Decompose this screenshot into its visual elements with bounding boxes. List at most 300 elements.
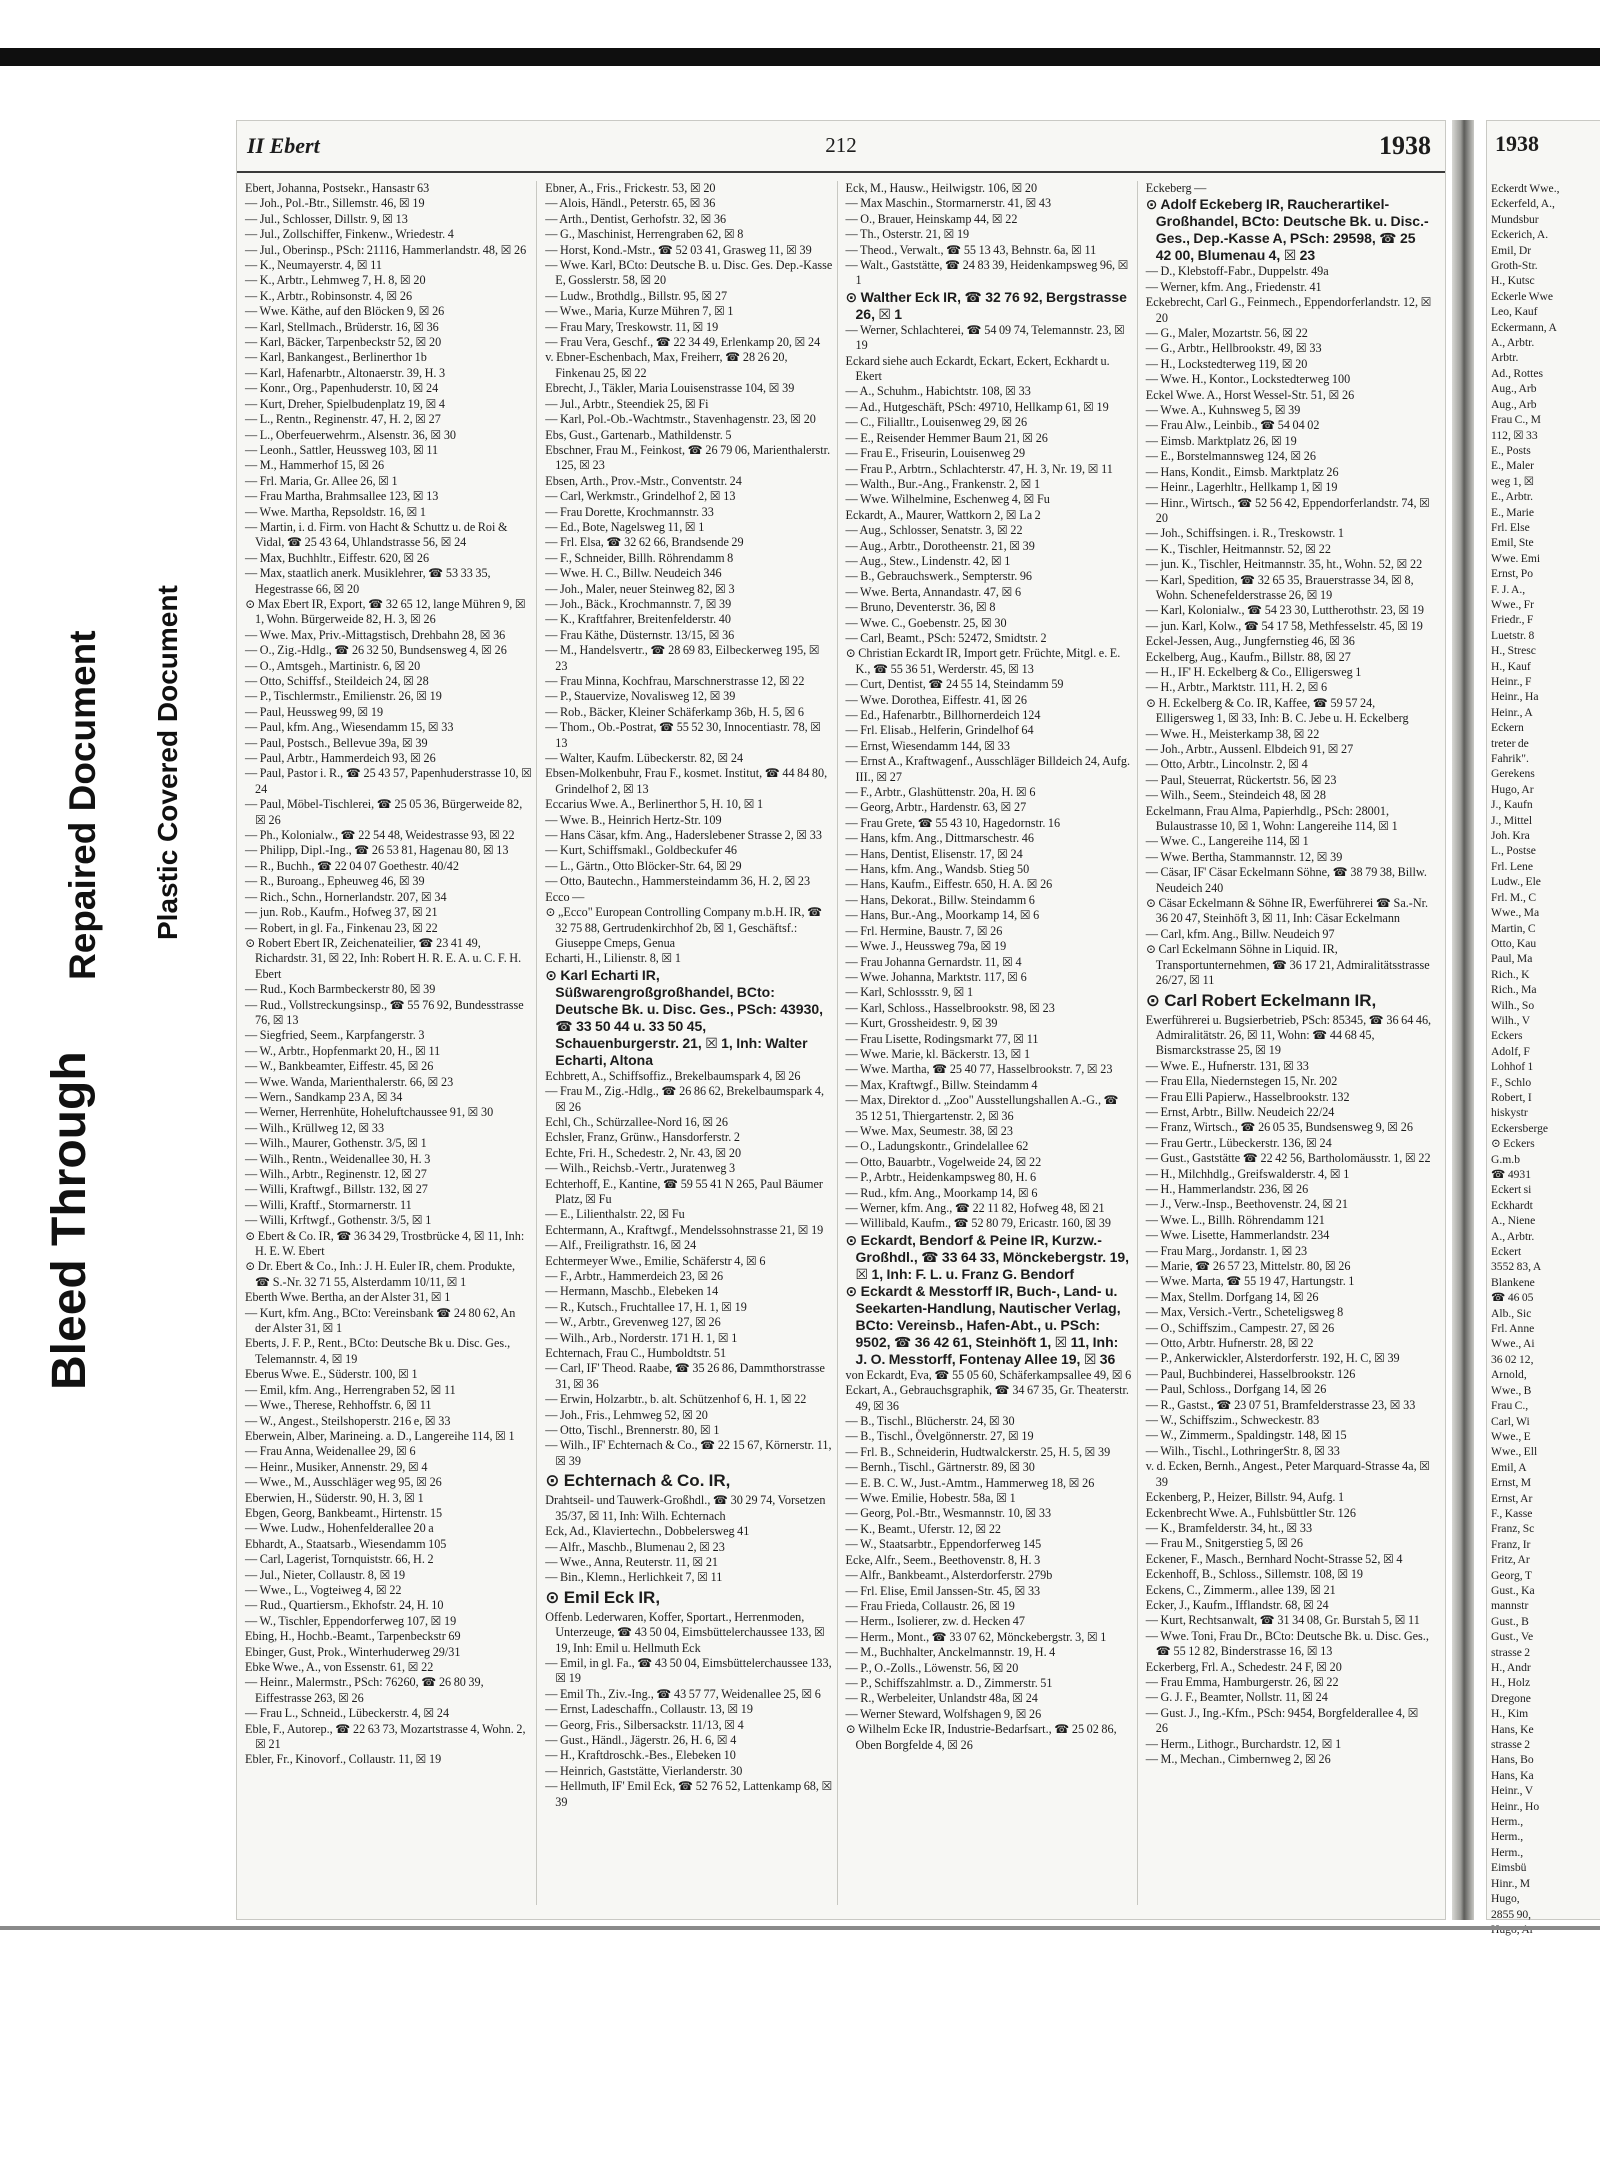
directory-entry: Ecke, Alfr., Seem., Beethovenstr. 8, H. 3 <box>845 1552 1041 1567</box>
directory-entry: — Karl, Hafenarbtr., Altonaerstr. 39, H. 3 <box>245 365 446 380</box>
directory-entry: — Joh., Fris., Lehmweg 52, ☒ 20 <box>545 1407 708 1422</box>
directory-entry: — Karl, Bankangest., Berlinerthor 1b <box>245 350 427 365</box>
directory-entry: — D., Klebstoff-Fabr., Duppelstr. 49a <box>1145 264 1329 279</box>
directory-column-4 <box>1146 181 1437 1905</box>
directory-entry: — Frau Ella, Niedernstegen 15, Nr. 202 <box>1145 1074 1338 1089</box>
directory-entry: — Karl, Schloss., Hasselbrookstr. 98, ☒ 23 <box>845 1000 1055 1015</box>
adjacent-page-line: J., Mittel <box>1491 813 1533 827</box>
directory-entry: ⊙ Eckardt & Messtorff IR, Buch-, Land- u. Seekarten-Handlung, Nautischer Verlag, BCto: Vereinsb., Hafen-Abt., u. PSch: 9502, ☎ 36 42 61, Steinhöft 1, ☒ 11, Inh: J. O. Messtorff, Fontenay Allee 19, ☒ 36 <box>845 1282 1121 1367</box>
adjacent-page-line: H., Kauf <box>1491 659 1531 673</box>
directory-entry: — Carl, Werkmstr., Grindelhof 2, ☒ 13 <box>545 489 736 504</box>
directory-entry: ⊙ Ebert & Co. IR, ☎ 36 34 29, Trostbrücke 4, ☒ 11, Inh: H. E. W. Ebert <box>245 1228 525 1259</box>
directory-entry: — R., Kutsch., Fruchtallee 17, H. 1, ☒ 19 <box>545 1299 747 1314</box>
directory-entry: ⊙ Dr. Ebert & Co., Inh.: J. H. Euler IR, chem. Produkte, ☎ S.-Nr. 32 71 55, Alsterdamm 10/11, ☒ 1 <box>245 1259 516 1289</box>
adjacent-page-line: F., Kasse <box>1491 1506 1533 1520</box>
adjacent-page-line: Eimsbü <box>1491 1861 1527 1875</box>
directory-entry: — C., Filialltr., Louisenweg 29, ☒ 26 <box>845 415 1028 430</box>
directory-entry: — Wwe. Berta, Annandastr. 47, ☒ 6 <box>845 584 1022 599</box>
directory-entry: — Werner, kfm. Ang., Friedenstr. 41 <box>1145 279 1322 294</box>
directory-entry: — Karl, Kolonialw., ☎ 54 23 30, Luttherothstr. 23, ☒ 19 <box>1145 603 1425 618</box>
directory-entry: — Ernst, Wiesendamm 144, ☒ 33 <box>845 738 1010 753</box>
directory-entry: — Cäsar, IF' Cäsar Eckelmann Söhne, ☎ 38 79 38, Billw. Neudeich 240 <box>1145 865 1427 895</box>
directory-entry: — W., Arbtr., Hopfenmarkt 20, H., ☒ 11 <box>245 1043 441 1058</box>
directory-entry: — Kurt, Rechtsanwalt, ☎ 31 34 08, Gr. Burstah 5, ☒ 11 <box>1145 1613 1420 1628</box>
adjacent-page-line: Leo, Kauf <box>1491 305 1538 319</box>
directory-entry: — Wwe. Wanda, Marienthalerstr. 66, ☒ 23 <box>245 1074 454 1089</box>
directory-entry: — O., Ladungskontr., Grindelallee 62 <box>845 1139 1029 1154</box>
scanner-top-bar <box>0 48 1600 66</box>
directory-entry: — Jul., Nieter, Collaustr. 8, ☒ 19 <box>245 1567 406 1582</box>
directory-entry: — Frau Gertr., Lübeckerstr. 136, ☒ 24 <box>1145 1135 1332 1150</box>
directory-entry: — H., Lockstedterweg 119, ☒ 20 <box>1145 356 1308 371</box>
adjacent-page-line: Eckert si <box>1491 1183 1532 1197</box>
adjacent-page-line: G.m.b <box>1491 1152 1520 1166</box>
directory-entry: — P., Stauervize, Novalisweg 12, ☒ 39 <box>545 689 736 704</box>
side-label-repaired: Repaired Document <box>62 630 103 980</box>
directory-entry: — W., Tischler, Eppendorferweg 107, ☒ 19 <box>245 1613 457 1628</box>
adjacent-page-line: Gust., Ka <box>1491 1583 1535 1597</box>
adjacent-page-line: Wwe. Emi <box>1491 551 1541 565</box>
directory-entry: — Alois, Händl., Peterstr. 65, ☒ 36 <box>545 196 716 211</box>
directory-entry: — Wwe. A., Kuhnsweg 5, ☒ 39 <box>1145 403 1301 418</box>
adjacent-page-line: Wilh., V <box>1491 1013 1531 1027</box>
directory-entry: — Hans, Dekorat., Billw. Steindamm 6 <box>845 892 1035 907</box>
directory-entry: — Heinr., Lagerhltr., Hellkamp 1, ☒ 19 <box>1145 480 1338 495</box>
directory-entry: — Paul, Postsch., Bellevue 39a, ☒ 39 <box>245 735 428 750</box>
adjacent-page-line: E., Marie <box>1491 505 1534 519</box>
directory-entry: — Walt., Gaststätte, ☎ 24 83 39, Heidenkampsweg 96, ☒ 1 <box>845 258 1129 288</box>
directory-entry: — Herm., Mont., ☎ 33 07 62, Mönckebergstr. 3, ☒ 1 <box>845 1629 1107 1644</box>
directory-entry: — Frau Mary, Treskowstr. 11, ☒ 19 <box>545 319 719 334</box>
side-label-bleed-through: Bleed Through <box>43 1051 96 1390</box>
adjacent-page-line: Frl. Else <box>1491 520 1530 534</box>
directory-entry: — Aug., Arbtr., Dorotheenstr. 21, ☒ 39 <box>845 538 1035 553</box>
directory-entry: — R., Gastst., ☎ 23 07 51, Bramfelderstrasse 23, ☒ 33 <box>1145 1397 1416 1412</box>
directory-entry: — Wilh., IF' Echternach & Co., ☎ 22 15 67, Körnerstr. 11, ☒ 39 <box>545 1438 832 1468</box>
adjacent-page-line: Wwe., Ell <box>1491 1445 1538 1459</box>
directory-entry: — Wwe. C., Goebenstr. 25, ☒ 30 <box>845 615 1007 630</box>
directory-entry: Ebler, Fr., Kinovorf., Collaustr. 11, ☒ 19 <box>245 1752 442 1767</box>
directory-entry: — Hans, Kondit., Eimsb. Marktplatz 26 <box>1145 464 1339 479</box>
directory-entry: — Wilh., Krüllweg 12, ☒ 33 <box>245 1120 385 1135</box>
adjacent-page-line: Aug., Arb <box>1491 382 1537 396</box>
adjacent-page-line: Frau C., <box>1491 1399 1529 1413</box>
adjacent-page-line: Franz, Sc <box>1491 1522 1535 1536</box>
directory-entry: — Otto, Schiffsf., Steildeich 24, ☒ 28 <box>245 674 429 688</box>
directory-entry: ⊙ Carl Robert Eckelmann IR, <box>1145 990 1377 1010</box>
adjacent-page-line: A., Arbtr. <box>1491 1229 1535 1243</box>
directory-entry: — Rich., Schn., Hornerlandstr. 207, ☒ 34 <box>245 889 447 904</box>
adjacent-page-line: Ernst, M <box>1491 1476 1532 1490</box>
directory-entry: — Max Maschin., Stormarnerstr. 41, ☒ 43 <box>845 196 1052 211</box>
directory-entry: Echarti, H., Lilienstr. 8, ☒ 1 <box>545 951 681 966</box>
adjacent-page-line: Ernst, Po <box>1491 567 1534 581</box>
directory-entry: Eckenhoff, B., Schloss., Sillemstr. 108, ☒ 19 <box>1145 1567 1364 1582</box>
directory-entry: ⊙ Max Ebert IR, Export, ☎ 32 65 12, lange Mühren 9, ☒ 1, Wohn. Bürgerweide 82, H. 3, ☒ 26 <box>245 596 526 627</box>
adjacent-page-line: E., Arbtr. <box>1491 490 1534 504</box>
directory-entry: — Wilh., Seem., Steindeich 48, ☒ 28 <box>1145 788 1326 803</box>
directory-entry: — Wwe., Therese, Rehhoffstr. 6, ☒ 11 <box>245 1398 432 1413</box>
adjacent-page-line: Herm., <box>1491 1815 1524 1829</box>
directory-entry: — Robert, in gl. Fa., Finkenau 23, ☒ 22 <box>245 920 438 935</box>
directory-entry: — Hinr., Wirtsch., ☎ 52 56 42, Eppendorferlandstr. 74, ☒ 20 <box>1145 495 1430 525</box>
directory-entry: Ebner, A., Fris., Frickestr. 53, ☒ 20 <box>545 181 716 195</box>
directory-entry: Eckens, C., Zimmerm., allee 139, ☒ 21 <box>1145 1582 1336 1597</box>
directory-entry: — L., Oberfeuerwehrm., Alsenstr. 36, ☒ 30 <box>245 427 457 442</box>
directory-entry: — E., Borstelmannsweg 124, ☒ 26 <box>1145 449 1316 464</box>
adjacent-page-line: 112, ☒ 33 <box>1491 428 1538 442</box>
directory-entry: — Willi, Krftwgf., Gothenstr. 3/5, ☒ 1 <box>245 1213 432 1228</box>
directory-entry: Ebsen-Molkenbuhr, Frau F., kosmet. Institut, ☎ 44 84 80, Grindelhof 2, ☒ 13 <box>545 766 828 796</box>
directory-entry: — K., Kraftfahrer, Breitenfelderstr. 40 <box>545 612 731 627</box>
directory-entry: — Hans, Kaufm., Eiffestr. 650, H. A. ☒ 26 <box>845 877 1053 892</box>
directory-entry: Echte, Fri. H., Schedestr. 2, Nr. 43, ☒ 20 <box>545 1145 742 1160</box>
directory-entry: — Wilh., Rentn., Weidenallee 30, H. 3 <box>245 1151 431 1166</box>
directory-entry: Eberwein, Alber, Marineing. a. D., Langereihe 114, ☒ 1 <box>245 1428 515 1443</box>
directory-entry: — Wwe. Marie, kl. Bäckerstr. 13, ☒ 1 <box>845 1046 1031 1061</box>
directory-entry: — M., Buchhalter, Anckelmannstr. 19, H. 4 <box>845 1645 1056 1660</box>
adjacent-page-line: E., Posts <box>1491 443 1531 457</box>
adjacent-page-line: Ludw., Ele <box>1491 875 1541 889</box>
adjacent-page-line: Alb., Sic <box>1491 1306 1532 1320</box>
directory-column-2 <box>545 181 837 1905</box>
adjacent-page-line: Frl. Anne <box>1491 1322 1535 1336</box>
directory-entry: — Werner, Herrenhüte, Hoheluftchaussee 91, ☒ 30 <box>245 1105 494 1120</box>
adjacent-page-line: Gerekens <box>1491 767 1535 781</box>
adjacent-page-line: Wwe., E <box>1491 1429 1531 1443</box>
adjacent-page-line: Ad., Rottes <box>1491 366 1543 380</box>
directory-entry: — Heinr., Musiker, Annenstr. 29, ☒ 4 <box>245 1459 428 1474</box>
directory-columns <box>245 181 1437 1905</box>
directory-entry: Echsler, Franz, Grünw., Hansdorferstr. 2 <box>545 1130 740 1145</box>
directory-entry: — R., Buroang., Epheuweg 46, ☒ 39 <box>245 874 425 889</box>
directory-entry: — H., IF' H. Eckelberg & Co., Elligersweg 1 <box>1145 664 1362 679</box>
adjacent-page-line: A., Niene <box>1491 1214 1536 1228</box>
directory-entry: — Bin., Klemn., Herlichkeit 7, ☒ 11 <box>545 1570 723 1585</box>
directory-entry: Eckardt, A., Maurer, Wattkorn 2, ☒ La 2 <box>845 507 1041 522</box>
directory-column-3 <box>846 181 1138 1905</box>
directory-entry: Echternach, Frau C., Humboldtstr. 51 <box>545 1346 727 1361</box>
directory-entry: — Aug., Schlosser, Senatstr. 3, ☒ 22 <box>845 523 1023 538</box>
adjacent-page-line: Wwe., Ma <box>1491 906 1540 920</box>
adjacent-page-line: Fahrik". <box>1491 752 1529 766</box>
directory-entry: — Wern., Sandkamp 23 A, ☒ 34 <box>245 1089 403 1104</box>
directory-entry: — B., Tischl., Övelgönnerstr. 27, ☒ 19 <box>845 1429 1034 1444</box>
adjacent-page-line: Wwe., Ai <box>1491 1337 1535 1351</box>
adjacent-page-line: Herm., <box>1491 1830 1524 1844</box>
directory-entry: — Wilh., Tischl., LothringerStr. 8, ☒ 33 <box>1145 1443 1340 1458</box>
directory-entry: Eckelberg, Aug., Kaufm., Billstr. 88, ☒ 27 <box>1145 649 1351 664</box>
directory-entry: — Carl, kfm. Ang., Billw. Neudeich 97 <box>1145 926 1335 941</box>
directory-entry: — Max, Stellm. Dorfgang 14, ☒ 26 <box>1145 1289 1319 1304</box>
directory-entry: — Paul, Buchbinderei, Hasselbrookstr. 126 <box>1145 1366 1356 1381</box>
directory-entry: — Frau M., Snitgerstieg 5, ☒ 26 <box>1145 1536 1303 1551</box>
directory-entry: — Otto, Arbtr., Lincolnstr. 2, ☒ 4 <box>1145 757 1308 772</box>
adjacent-page-line: L., Postse <box>1491 844 1536 858</box>
directory-entry: — Frau Minna, Kochfrau, Marschnerstrasse 12, ☒ 22 <box>545 674 805 688</box>
directory-entry: — O., Zig.-Hdlg., ☎ 26 32 50, Bundsensweg 4, ☒ 26 <box>245 643 507 658</box>
directory-entry: — Hans, Dentist, Elisenstr. 17, ☒ 24 <box>845 846 1023 861</box>
adjacent-page-line: Eckerich, A. <box>1491 228 1549 242</box>
directory-entry: — Joh., Maler, neuer Steinweg 82, ☒ 3 <box>545 581 735 596</box>
directory-entry: — Frau Käthe, Düsternstr. 13/15, ☒ 36 <box>545 627 735 642</box>
adjacent-page-line: Franz, Ir <box>1491 1537 1531 1551</box>
adjacent-page-line: ☎ 46 05 <box>1491 1291 1534 1305</box>
adjacent-page-line: Rich., Ma <box>1491 983 1537 997</box>
directory-entry: — Ernst A., Kraftwagenf., Ausschläger Billdeich 24, Aufg. III., ☒ 27 <box>845 754 1131 784</box>
directory-entry: — H., Hammerlandstr. 236, ☒ 26 <box>1145 1181 1309 1196</box>
directory-entry: Eckerberg, Frl. A., Schedestr. 24 F, ☒ 20 <box>1145 1659 1342 1674</box>
directory-entry: ⊙ Cäsar Eckelmann & Söhne IR, Ewerführerei ☎ Sa.-Nr. 36 20 47, Steinhöft 3, ☒ 11, Inh: Cäsar Eckelmann <box>1145 896 1429 926</box>
adjacent-page-line: Heinr., Ha <box>1491 690 1539 704</box>
directory-entry: — Jul., Oberinsp., PSch: 21116, Hammerlandstr. 48, ☒ 26 <box>245 242 527 257</box>
directory-entry: — Kurt, Grossheidestr. 9, ☒ 39 <box>845 1016 998 1031</box>
adjacent-page-line: Eckert <box>1491 1245 1522 1259</box>
directory-entry: — W., Bankbeamter, Eiffestr. 45, ☒ 26 <box>245 1059 434 1074</box>
adjacent-page-line: Eckerfeld, A., <box>1491 197 1555 211</box>
directory-entry: — Philipp, Dipl.-Ing., ☎ 26 53 81, Hagenau 80, ☒ 13 <box>245 843 509 858</box>
directory-entry: Eckart, A., Gebrauchsgraphik, ☎ 34 67 35, Gr. Theaterstr. 49, ☒ 36 <box>845 1383 1129 1413</box>
directory-entry: — jun. Karl, Kolw., ☎ 54 17 58, Methfesselstr. 45, ☒ 19 <box>1145 618 1423 633</box>
adjacent-page-line: Robert, I <box>1491 1090 1532 1104</box>
directory-entry: — Wwe. Emilie, Hobestr. 58a, ☒ 1 <box>845 1491 1016 1506</box>
directory-entry: — Willibald, Kaufm., ☎ 52 80 79, Ericastr. 160, ☒ 39 <box>845 1216 1111 1231</box>
directory-entry: — Rud., Vollstreckungsinsp., ☎ 55 76 92, Bundesstrasse 76, ☒ 13 <box>245 997 524 1027</box>
directory-entry: — Georg, Arbtr., Hardenstr. 63, ☒ 27 <box>845 800 1027 815</box>
directory-entry: — P., Schiffszahlmstr. a. D., Zimmerstr. 51 <box>845 1675 1053 1690</box>
adjacent-page-line: Eckern <box>1491 721 1524 735</box>
directory-entry: Eckelmann, Frau Alma, Papierhdlg., PSch: 28001, Bulaustrasse 10, ☒ 1, Wohn: Langereihe 114, ☒ 1 <box>1145 803 1398 834</box>
directory-entry: — Wwe. Lisette, Hammerlandstr. 234 <box>1145 1228 1330 1243</box>
adjacent-page-line: Eckermann, A <box>1491 320 1557 334</box>
directory-entry: — Wilh., Arb., Norderstr. 171 H. 1, ☒ 1 <box>545 1330 738 1345</box>
directory-entry: — K., Bramfelderstr. 34, ht., ☒ 33 <box>1145 1520 1313 1535</box>
directory-entry: — Paul, Heussweg 99, ☒ 19 <box>245 704 384 719</box>
adjacent-page-line: Arnold, <box>1491 1368 1527 1382</box>
directory-entry: — Rud., Koch Barmbeckerstr 80, ☒ 39 <box>245 982 436 997</box>
directory-entry: Echtermann, A., Kraftwgf., Mendelssohnstrasse 21, ☒ 19 <box>545 1222 824 1237</box>
adjacent-page-line: A., Arbtr. <box>1491 336 1535 350</box>
directory-entry: — Willi, Kraftf., Stormarnerstr. 11 <box>245 1197 412 1212</box>
directory-entry: Ebrecht, J., Täkler, Maria Louisenstrasse 104, ☒ 39 <box>545 381 795 396</box>
directory-entry: — Joh., Arbtr., Aussenl. Elbdeich 91, ☒ 27 <box>1145 742 1354 756</box>
directory-entry: — Ad., Hutgeschäft, PSch: 49710, Hellkamp 61, ☒ 19 <box>845 399 1109 414</box>
adjacent-page-line: Carl, Wi <box>1491 1414 1530 1428</box>
directory-entry: ⊙ Eckardt, Bendorf & Peine IR, Kurzw.-Großhdl., ☎ 33 64 33, Mönckebergstr. 19, ☒ 1, Inh: F. L. u. Franz G. Bendorf <box>845 1231 1130 1282</box>
directory-entry: Echl, Ch., Schürzallee-Nord 16, ☒ 26 <box>545 1114 728 1129</box>
directory-entry: — Wwe. Käthe, auf den Blöcken 9, ☒ 26 <box>245 304 445 319</box>
adjacent-page-line: F. J. A., <box>1491 582 1526 596</box>
directory-entry: Ebke Wwe., A., von Essenstr. 61, ☒ 22 <box>245 1660 434 1674</box>
directory-entry: — Hans, kfm. Ang., Dittmarschestr. 46 <box>845 831 1034 846</box>
directory-entry: v. d. Ecken, Bernh., Angest., Peter Marquard-Strasse 4a, ☒ 39 <box>1145 1459 1431 1489</box>
directory-entry: — Alf., Freiligrathstr. 16, ☒ 24 <box>545 1238 697 1253</box>
directory-entry: — Walter, Kaufm. Lübeckerstr. 82, ☒ 24 <box>545 751 744 766</box>
adjacent-page-line: Hans, Ke <box>1491 1722 1534 1736</box>
adjacent-page-line: Hans, Ka <box>1491 1768 1534 1782</box>
adjacent-page-line: mannstr <box>1491 1599 1529 1613</box>
directory-entry: — B., Tischl., Blücherstr. 24, ☒ 30 <box>845 1414 1015 1429</box>
directory-entry: — Joh., Pol.-Btr., Sillemstr. 46, ☒ 19 <box>245 196 425 211</box>
adjacent-page-line: Frl. Lene <box>1491 859 1533 873</box>
directory-entry: — Frau Alw., Leinbib., ☎ 54 04 02 <box>1145 418 1320 433</box>
directory-entry: — Wilh., Maurer, Gothenstr. 3/5, ☒ 1 <box>245 1136 427 1151</box>
directory-entry: — jun. Rob., Kaufm., Hofweg 37, ☒ 21 <box>245 905 438 920</box>
page-number: 212 <box>825 133 857 157</box>
adjacent-page-line: Ernst, Ar <box>1491 1491 1533 1505</box>
directory-entry: — H., Arbtr., Marktstr. 111, H. 2, ☒ 6 <box>1145 680 1328 695</box>
directory-entry: — O., Amtsgeh., Martinistr. 6, ☒ 20 <box>245 658 421 673</box>
adjacent-page-line: hiskystr <box>1491 1106 1528 1120</box>
directory-entry: — K., Beamt., Uferstr. 12, ☒ 22 <box>845 1521 1002 1536</box>
directory-entry: — Ph., Kolonialw., ☎ 22 54 48, Weidestrasse 93, ☒ 22 <box>245 828 515 843</box>
adjacent-page <box>1486 120 1600 1920</box>
directory-entry: — Wilh., Reichsb.-Vertr., Juratenweg 3 <box>545 1161 736 1176</box>
directory-entry: — Frau Martha, Brahmsallee 123, ☒ 13 <box>245 489 439 504</box>
directory-entry: — W., Arbtr., Grevenweg 127, ☒ 26 <box>545 1315 721 1330</box>
directory-entry: Ebsen, Arth., Prov.-Mstr., Conventstr. 24 <box>545 473 742 488</box>
directory-entry: — Frau Frieda, Collaustr. 26, ☒ 19 <box>845 1598 1015 1613</box>
directory-entry: — Carl, Lagerist, Tornquiststr. 66, H. 2 <box>245 1552 434 1567</box>
directory-page <box>236 120 1446 1920</box>
adjacent-page-line: Gust., B <box>1491 1614 1529 1628</box>
adjacent-page-year: 1938 <box>1495 131 1539 156</box>
directory-entry: — Rud., kfm. Ang., Moorkamp 14, ☒ 6 <box>845 1185 1038 1200</box>
directory-entry: — Frl. Elise, Emil Janssen-Str. 45, ☒ 33 <box>845 1583 1041 1598</box>
directory-entry: Eck, Ad., Klaviertechn., Dobbelersweg 41 <box>545 1524 750 1539</box>
directory-entry: — M., Hammerhof 15, ☒ 26 <box>245 458 385 473</box>
directory-entry: — Th., Osterstr. 21, ☒ 19 <box>845 227 970 242</box>
directory-entry: — Paul, Schloss., Dorfgang 14, ☒ 26 <box>1145 1382 1327 1397</box>
directory-entry: — Ed., Hafenarbtr., Billhornerdeich 124 <box>845 708 1041 722</box>
directory-entry: — F., Schneider, Billh. Röhrendamm 8 <box>545 550 734 565</box>
directory-entry: — Gust., Gaststätte ☎ 22 42 56, Bartholomäusstr. 1, ☒ 22 <box>1145 1151 1431 1166</box>
directory-entry: — E., Lilienthalstr. 22, ☒ Fu <box>545 1207 685 1222</box>
adjacent-page-line: Hugo, <box>1491 1892 1520 1906</box>
directory-entry: Eckenbrecht Wwe. A., Fuhlsbüttler Str. 126 <box>1145 1505 1356 1520</box>
directory-entry: — G. J. F., Beamter, Nollstr. 11, ☒ 24 <box>1145 1690 1328 1705</box>
adjacent-page-line: 36 02 12, <box>1491 1352 1534 1366</box>
adjacent-page-line: Heinr., F <box>1491 675 1532 688</box>
adjacent-page-line: Blankene <box>1491 1275 1535 1289</box>
directory-entry: Eberus Wwe. E., Süderstr. 100, ☒ 1 <box>245 1367 418 1382</box>
directory-entry: — Heinr., Malermstr., PSch: 76260, ☎ 26 80 39, Eiffestrasse 263, ☒ 26 <box>245 1675 484 1705</box>
directory-entry: — Wwe. Marta, ☎ 55 19 47, Hartungstr. 1 <box>1145 1274 1355 1289</box>
directory-entry: — Herm., Isolierer, zw. d. Hecken 47 <box>845 1614 1025 1629</box>
adjacent-page-line: Eckerle Wwe <box>1491 289 1554 303</box>
directory-entry: Ebhardt, A., Staatsarb., Wiesendamm 105 <box>245 1536 447 1551</box>
directory-entry: — Rob., Bäcker, Kleiner Schäferkamp 36b, H. 5, ☒ 6 <box>545 704 805 719</box>
directory-entry: — Alfr., Maschb., Blumenau 2, ☒ 23 <box>545 1539 725 1554</box>
directory-entry: — Carl, Beamt., PSch: 52472, Smidtstr. 2 <box>845 630 1047 645</box>
directory-entry: — Frau Anna, Weidenallee 29, ☒ 6 <box>245 1444 416 1459</box>
directory-entry: — Otto, Bautechn., Hammersteindamm 36, H. 2, ☒ 23 <box>545 874 811 889</box>
scanner-bottom-edge <box>0 1926 1600 1930</box>
directory-entry: — Wwe. H., Meisterkamp 38, ☒ 22 <box>1145 726 1320 741</box>
adjacent-page-line: Frau C., M <box>1491 413 1541 427</box>
adjacent-page-line: Hinr., M <box>1491 1876 1531 1890</box>
directory-entry: Eckebrecht, Carl G., Feinmech., Eppendorferlandstr. 12, ☒ 20 <box>1145 295 1432 325</box>
directory-entry: — Kurt, Schiffsmakl., Goldbeckufer 46 <box>545 843 737 858</box>
directory-entry: ⊙ Robert Ebert IR, Zeichenateilier, ☎ 23 41 49, Richardstr. 31, ☒ 22, Inh: Robert H. R. E. A. u. C. F. H. Ebert <box>245 935 522 981</box>
directory-entry: — L., Rentn., Reginenstr. 47, H. 2, ☒ 27 <box>245 412 441 427</box>
directory-entry: ⊙ Adolf Eckeberg IR, Raucherartikel-Großhandel, BCto: Deutsche Bk. u. Disc.-Ges., Dep.-Kasse A, PSch: 29598, ☎ 25 42 00, Blumenau 4, ☒ 23 <box>1145 196 1429 264</box>
directory-entry: Eckeberg — <box>1145 181 1207 195</box>
side-label-plastic: Plastic Covered Document <box>152 585 183 940</box>
directory-entry: Ebgen, Georg, Bankbeamt., Hirtenstr. 15 <box>245 1505 443 1520</box>
directory-entry: ⊙ Walther Eck IR, ☎ 32 76 92, Bergstrasse 26, ☒ 1 <box>845 288 1127 322</box>
adjacent-page-line: H., Andr <box>1491 1661 1531 1674</box>
directory-entry: — K., Arbtr., Lehmweg 7, H. 8, ☒ 20 <box>245 273 426 288</box>
adjacent-page-line: ⊙ Eckers <box>1491 1137 1535 1151</box>
directory-entry: — Karl, Spedition, ☎ 32 65 35, Brauerstrasse 34, ☒ 8, Wohn. Schenefelderstrasse 26, ☒ 19 <box>1145 572 1414 602</box>
directory-entry: — Frau Marg., Jordanstr. 1, ☒ 23 <box>1145 1243 1308 1258</box>
directory-entry: — R., Werbeleiter, Unlandstr 48a, ☒ 24 <box>845 1691 1038 1706</box>
directory-entry: — M., Handelsvertr., ☎ 28 69 83, Eilbeckerweg 195, ☒ 23 <box>545 643 820 673</box>
adjacent-page-line: Otto, Kau <box>1491 936 1537 950</box>
directory-entry: — Hellmuth, IF' Emil Eck, ☎ 52 76 52, Lattenkamp 68, ☒ 39 <box>545 1779 833 1809</box>
directory-entry: — H., Milchhdlg., Greifswalderstr. 4, ☒ 1 <box>1145 1166 1350 1181</box>
directory-entry: — Erwin, Holzarbtr., b. alt. Schützenhof 6, H. 1, ☒ 22 <box>545 1392 807 1407</box>
directory-entry: — Wwe. Max, Priv.-Mittagstisch, Drehbahn 28, ☒ 36 <box>245 627 506 642</box>
directory-entry: — Wwe., Maria, Kurze Mühren 7, ☒ 1 <box>545 304 734 319</box>
directory-entry: — Ludw., Brothdlg., Billstr. 95, ☒ 27 <box>545 288 728 303</box>
adjacent-page-line: Dregone <box>1491 1691 1531 1705</box>
directory-entry: — Bernh., Tischl., Gärtnerstr. 89, ☒ 30 <box>845 1460 1035 1475</box>
adjacent-page-line: Heinr., Ho <box>1491 1799 1540 1813</box>
directory-entry: — Frau Lisette, Rodingsmarkt 77, ☒ 11 <box>845 1031 1039 1046</box>
directory-entry: — Wwe. H. C., Billw. Neudeich 346 <box>545 566 722 581</box>
adjacent-page-line: Eckers <box>1491 1029 1523 1043</box>
directory-entry: — A., Schuhm., Habichtstr. 108, ☒ 33 <box>845 384 1031 399</box>
directory-entry: ⊙ Karl Echarti IR, Süßwarengroßgroßhandel, BCto: Deutsche Bk. u. Disc. Ges., PSch: 43930, ☎ 33 50 44 u. 33 50 45, Schauenburgerstr. 21, ☒ 1, Inh: Walter Echarti, Altona <box>545 966 824 1068</box>
directory-entry: — Wwe. Max, Seumestr. 38, ☒ 23 <box>845 1123 1013 1138</box>
directory-entry: — E., Reisender Hemmer Baum 21, ☒ 26 <box>845 430 1048 445</box>
directory-entry: — Carl, IF' Theod. Raabe, ☎ 35 26 86, Dammthorstrasse 31, ☒ 36 <box>545 1361 825 1391</box>
directory-entry: — Wwe. Wilhelmine, Eschenweg 4, ☒ Fu <box>845 492 1050 507</box>
directory-entry: — W., Angest., Steilshoperstr. 216 e, ☒ 33 <box>245 1413 451 1428</box>
directory-entry: — Paul, kfm. Ang., Wiesendamm 15, ☒ 33 <box>245 720 454 735</box>
directory-entry: — Frl. Elsa, ☎ 32 62 66, Brandsende 29 <box>545 535 744 550</box>
directory-entry: — Wwe. E., Hufnerstr. 131, ☒ 33 <box>1145 1058 1309 1073</box>
adjacent-page-line: Adolf, F <box>1491 1044 1530 1058</box>
directory-entry: — Kurt, kfm. Ang., BCto: Vereinsbank ☎ 24 80 62, An der Alster 31, ☒ 1 <box>245 1305 516 1336</box>
adjacent-page-line: Eckersberge <box>1491 1121 1549 1135</box>
directory-entry: — Frl. B., Schneiderin, Hudtwalckerstr. 25, H. 5, ☒ 39 <box>845 1444 1111 1459</box>
directory-entry: — Frau Johanna Gernardstr. 11, ☒ 4 <box>845 954 1022 969</box>
directory-entry: — Bruno, Deventerstr. 36, ☒ 8 <box>845 600 996 615</box>
directory-entry: — Frau Elli Papierw., Hasselbrookstr. 132 <box>1145 1089 1350 1104</box>
adjacent-page-line: 3552 83, A <box>1491 1260 1542 1274</box>
directory-entry: — Alfr., Bankbeamt., Alsterdorferstr. 279b <box>845 1568 1053 1583</box>
adjacent-page-line: Emil, Dr <box>1491 243 1532 257</box>
directory-entry: Eck, M., Hausw., Heilwigstr. 106, ☒ 20 <box>845 181 1038 195</box>
adjacent-page-line: Wwe., B <box>1491 1383 1532 1397</box>
directory-entry: — Wwe. Ludw., Hohenfelderallee 20 a <box>245 1521 434 1536</box>
directory-entry: — Frl. Elisab., Helferin, Grindelhof 64 <box>845 723 1034 738</box>
page-header <box>237 121 1445 173</box>
adjacent-page-line: Georg, T <box>1491 1568 1532 1582</box>
directory-entry: — P., O.-Zolls., Löwenstr. 56, ☒ 20 <box>845 1660 1019 1675</box>
directory-entry: — Max, Kraftwgf., Billw. Steindamm 4 <box>845 1077 1038 1092</box>
directory-entry: — Willi, Kraftwgf., Billstr. 132, ☒ 27 <box>245 1182 428 1197</box>
directory-entry: — L., Gärtn., Otto Blöcker-Str. 64, ☒ 29 <box>545 858 742 873</box>
directory-entry: — Gust. J., Ing.-Kfm., PSch: 9454, Borgfelderallee 4, ☒ 26 <box>1145 1705 1419 1736</box>
directory-entry: — Frau L., Schneid., Lübeckerstr. 4, ☒ 24 <box>245 1706 450 1721</box>
directory-entry: — Otto, Arbtr. Hufnerstr. 28, ☒ 22 <box>1145 1336 1314 1351</box>
directory-entry: Eckenberg, P., Heizer, Billstr. 94, Aufg. 1 <box>1145 1490 1345 1505</box>
directory-entry: Echterhoff, E., Kantine, ☎ 59 55 41 N 265, Paul Bäumer Platz, ☒ Fu <box>545 1176 823 1206</box>
